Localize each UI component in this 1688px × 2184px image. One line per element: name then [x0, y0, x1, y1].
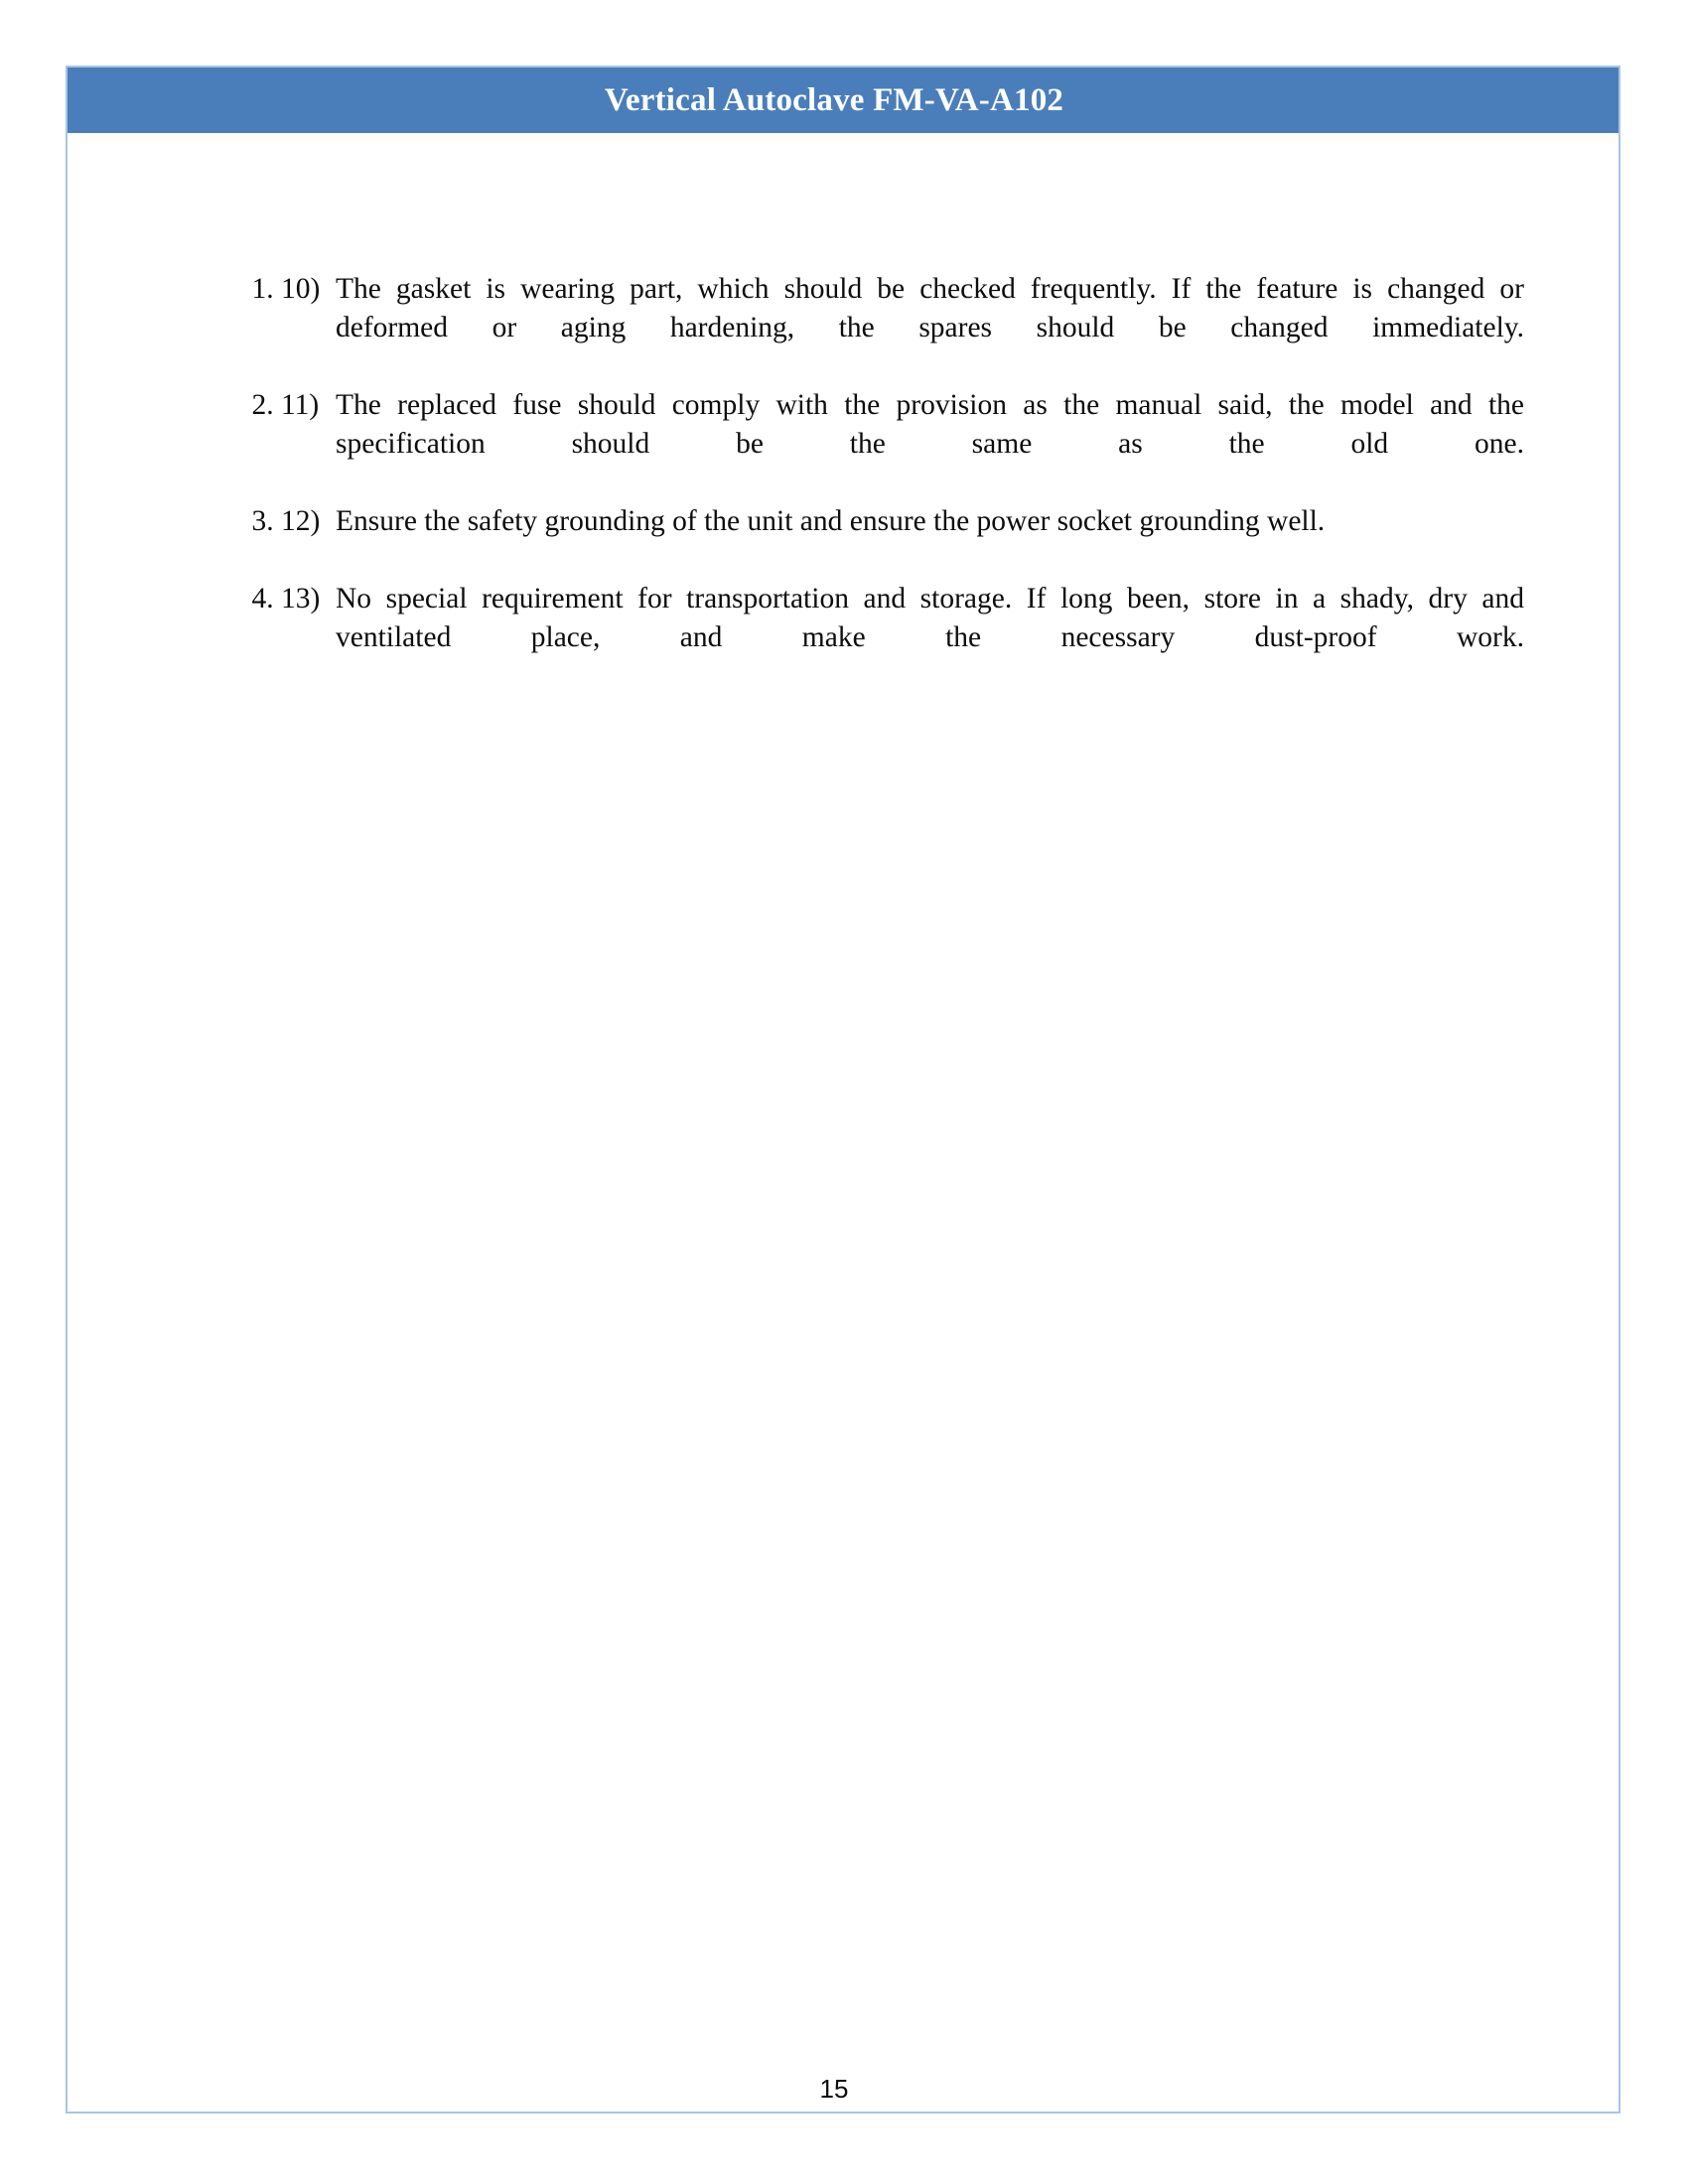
- list-item-marker: 2. 11): [281, 389, 320, 421]
- list-item-text: The gasket is wearing part, which should be checked frequently. If the feature is changed or deformed or aging hardening, the spares should be changed immediately.: [336, 273, 1524, 343]
- list-item-text: No special requirement for transportation and storage. If long been, store in a shady, dry and ventilated place, and make the necessary dust-proof work.: [336, 583, 1524, 653]
- page-header-band: [68, 68, 1618, 133]
- page-content-area: [68, 133, 1618, 2112]
- list-item-text: The replaced fuse should comply with the provision as the manual said, the model and the specification should be the same as the old one.: [336, 389, 1524, 460]
- list-item: [281, 502, 1524, 580]
- maintenance-notes-list: [241, 270, 1524, 696]
- page-number: 15: [819, 2074, 849, 2104]
- list-item-text: Ensure the safety grounding of the unit and ensure the power socket grounding well.: [336, 505, 1326, 537]
- list-item: [281, 580, 1524, 696]
- list-item-marker: 4. 13): [281, 583, 321, 614]
- page-title: Vertical Autoclave FM-VA-A102: [604, 81, 1064, 118]
- list-item: [281, 270, 1524, 386]
- list-item-marker: 3. 12): [281, 505, 328, 537]
- list-item: [281, 386, 1524, 502]
- page-border-frame: [66, 66, 1620, 2114]
- list-item-marker: 1. 10): [281, 273, 321, 305]
